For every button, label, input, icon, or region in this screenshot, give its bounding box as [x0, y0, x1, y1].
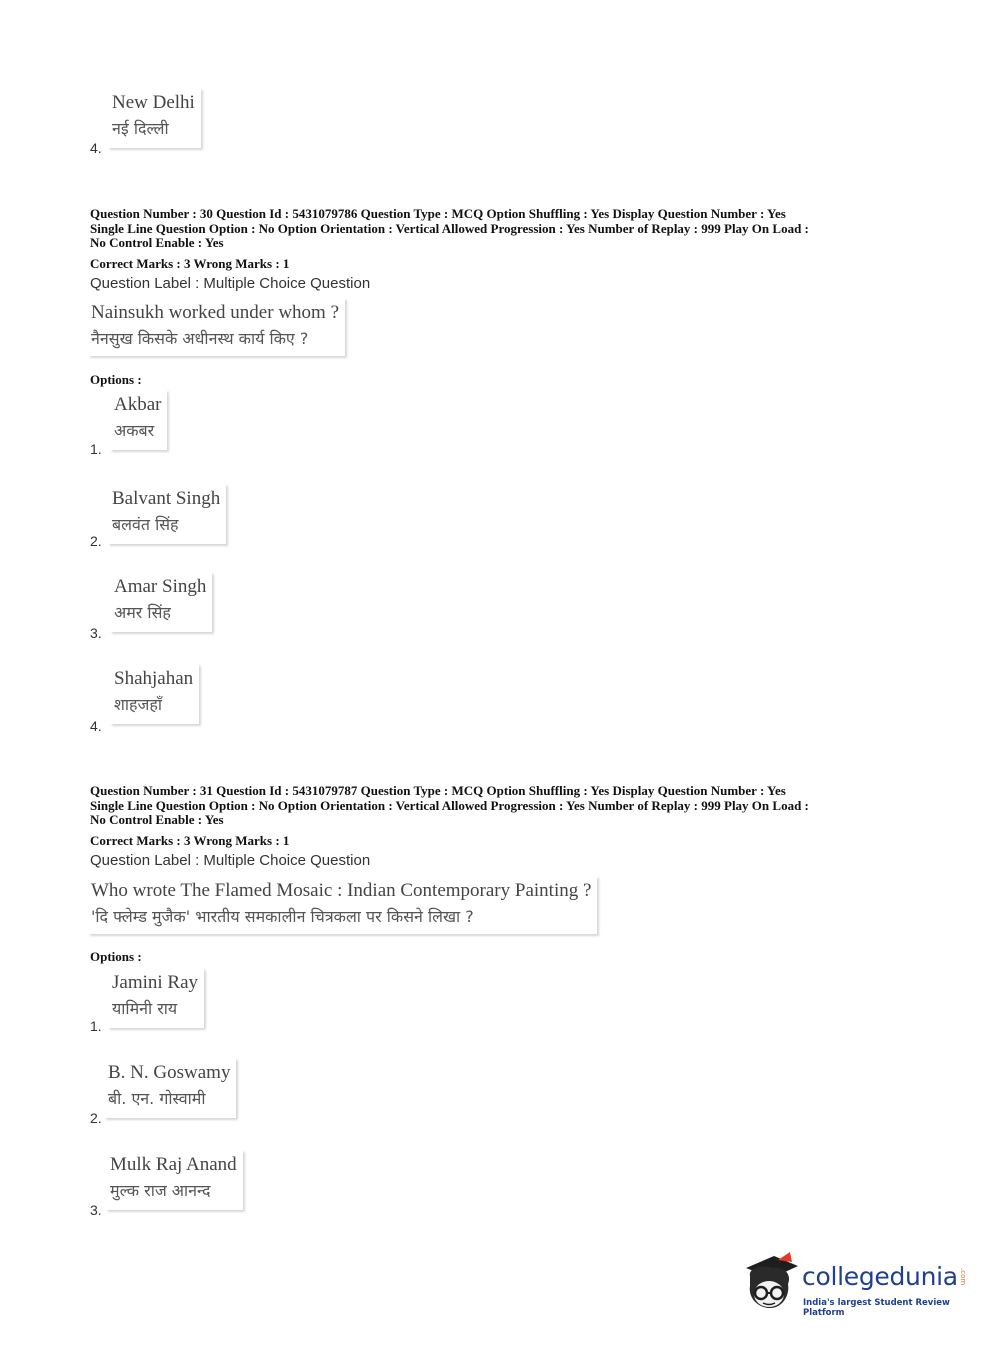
- question-text-en: Nainsukh worked under whom ?: [91, 302, 340, 323]
- marks-line: Correct Marks : 3 Wrong Marks : 1: [90, 256, 290, 271]
- question-meta: [90, 207, 920, 251]
- option-text-hi: शाहजहाँ: [114, 695, 163, 714]
- option-box: [104, 1058, 236, 1118]
- option-text-hi: मुल्क राज आनन्द: [110, 1181, 211, 1200]
- option-text-hi: अमर सिंह: [114, 603, 171, 622]
- logo-com: .com: [959, 1268, 967, 1286]
- marks-line: Correct Marks : 3 Wrong Marks : 1: [90, 833, 290, 848]
- collegedunia-logo: [740, 1250, 975, 1320]
- question-meta: [90, 784, 920, 828]
- logo-tagline: India's largest Student Review Platform: [803, 1298, 950, 1318]
- meta-line: No Control Enable : Yes: [90, 235, 224, 250]
- meta-line: Question Number : 31 Question Id : 5431079787 Question Type : MCQ Option Shuffling : Yes Display Question Number : Yes: [90, 783, 786, 798]
- meta-line: Question Number : 30 Question Id : 5431079786 Question Type : MCQ Option Shuffling : Yes Display Question Number : Yes: [90, 206, 786, 221]
- option-text-hi: बी. एन. गोस्वामी: [108, 1089, 206, 1108]
- logo-wordmark: collegedunia: [802, 1262, 958, 1291]
- option-text-hi: यामिनी राय: [112, 999, 178, 1018]
- option-text-en: Jamini Ray: [112, 972, 199, 993]
- option-box: [108, 88, 201, 148]
- question-text-en: Who wrote The Flamed Mosaic : Indian Contemporary Painting ?: [91, 880, 592, 901]
- option-text-en: Balvant Singh: [112, 488, 221, 509]
- meta-line: Single Line Question Option : No Option Orientation : Vertical Allowed Progression : Yes Number of Replay : 999 Play On Load :: [90, 220, 809, 236]
- option-box: [110, 664, 199, 724]
- option-number: 4.: [90, 718, 102, 734]
- option-text-en: Akbar: [114, 394, 162, 415]
- option-number: 3.: [90, 625, 102, 641]
- option-number: 3.: [90, 1202, 102, 1218]
- question-text-hi: 'दि फ्लेम्ड मुजैक' भारतीय समकालीन चित्रकला पर किसने लिखा ?: [91, 907, 474, 926]
- option-text-hi: बलवंत सिंह: [112, 515, 179, 534]
- option-number: 1.: [90, 1018, 102, 1034]
- option-text-en: Shahjahan: [114, 668, 194, 689]
- question-box: [88, 876, 597, 934]
- question-text-hi: नैनसुख किसके अधीनस्थ कार्य किए ?: [91, 329, 309, 348]
- option-number: 2.: [90, 1110, 102, 1126]
- option-box: [110, 572, 212, 632]
- option-number: 2.: [90, 533, 102, 549]
- question-label: Question Label : Multiple Choice Question: [90, 275, 371, 292]
- option-text-en: New Delhi: [112, 92, 195, 113]
- option-box: [110, 390, 167, 450]
- option-text-en: Mulk Raj Anand: [110, 1154, 237, 1175]
- options-heading: Options :: [90, 949, 142, 964]
- meta-line: Single Line Question Option : No Option Orientation : Vertical Allowed Progression : Yes Number of Replay : 999 Play On Load :: [90, 797, 809, 813]
- option-box: [106, 1150, 243, 1210]
- option-number: 4.: [90, 140, 102, 156]
- question-label: Question Label : Multiple Choice Question: [90, 852, 371, 869]
- meta-line: No Control Enable : Yes: [90, 812, 224, 827]
- option-text-en: B. N. Goswamy: [108, 1062, 231, 1083]
- options-heading: Options :: [90, 372, 142, 387]
- mascot-icon: [740, 1250, 802, 1320]
- option-box: [108, 968, 204, 1028]
- option-box: [108, 484, 226, 544]
- option-text-en: Amar Singh: [114, 576, 207, 597]
- question-box: [88, 298, 345, 356]
- option-text-hi: अकबर: [114, 421, 155, 440]
- option-text-hi: नई दिल्ली: [112, 119, 169, 138]
- option-number: 1.: [90, 441, 102, 457]
